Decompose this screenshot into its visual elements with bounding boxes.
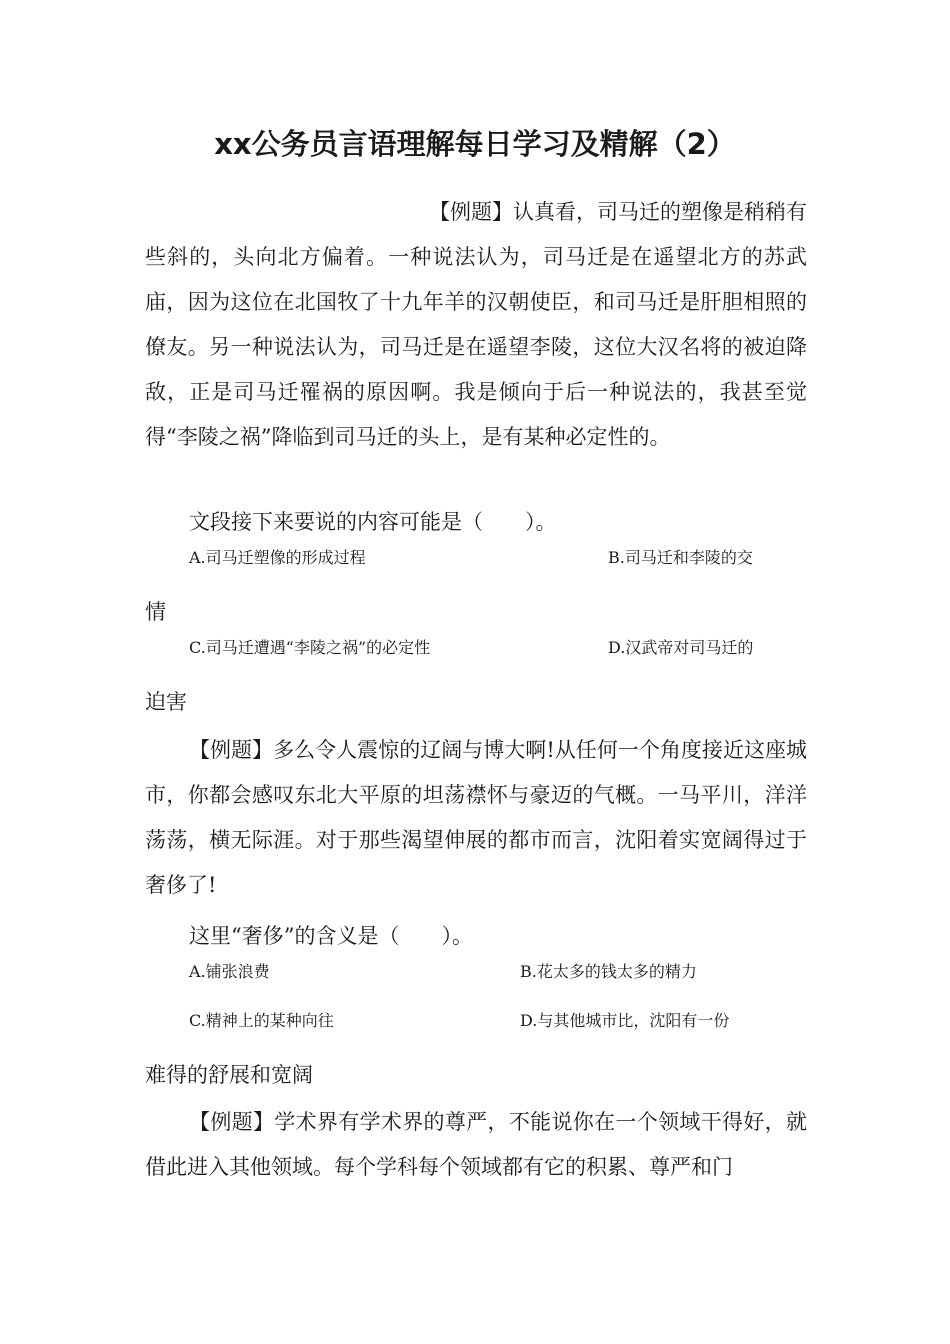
example-1-first-line: 【例题】认真看，司马迁的塑像是稍稍有: [429, 200, 807, 224]
example-1-option-a: A.司马迁塑像的形成过程: [189, 548, 366, 567]
example-3-paragraph: 【例题】学术界有学术界的尊严，不能说你在一个领域干得好，就借此进入其他领域。每个学科每个领域都有它的积累、尊严和门: [145, 1110, 807, 1179]
example-2-option-b: B.花太多的钱太多的精力: [520, 962, 697, 981]
example-2-paragraph: 【例题】多么令人震惊的辽阔与博大啊!从任何一个角度接近这座城市，你都会感叹东北大平原的坦荡襟怀与豪迈的气概。一马平川，洋洋荡荡，横无际涯。对于那些渴望伸展的都市而言，沈阳着实宽阔得过于奢侈了!: [145, 738, 807, 897]
example-2-option-a: A.铺张浪费: [189, 962, 270, 981]
example-2-question-block: [145, 914, 807, 1098]
example-2-options-row-2: [145, 1008, 807, 1053]
example-2: [145, 728, 807, 908]
example-1-option-d: D.汉武帝对司马迁的: [608, 638, 754, 657]
example-1-option-b-continued: 情: [145, 600, 166, 624]
example-2-options-row-1: [145, 959, 807, 1004]
example-1-options-row-1: [145, 545, 807, 590]
example-1-paragraph: 些斜的，头向北方偏着。一种说法认为，司马迁是在遥望北方的苏武庙，因为这位在北国牧了十九年羊的汉朝使臣，和司马迁是肝胆相照的僚友。另一种说法认为，司马迁是在遥望李陵，这位大汉名将的被迫降敌，正是司马迁罹祸的原因啊。我是倾向于后一种说法的，我甚至觉得“李陵之祸”降临到司马迁的头上，是有某种必定性的。: [145, 245, 807, 449]
example-1: [145, 190, 807, 460]
example-1-option-d-continued: 迫害: [145, 690, 187, 714]
example-1-question-block: [145, 500, 807, 725]
example-2-question: 这里“奢侈”的含义是（ ）。: [189, 924, 473, 948]
example-3: [145, 1100, 807, 1190]
example-1-option-c: C.司马迁遭遇“李陵之祸”的必定性: [189, 638, 431, 657]
example-2-option-d-continued: 难得的舒展和宽阔: [145, 1063, 313, 1087]
example-1-question: 文段接下来要说的内容可能是（ ）。: [189, 510, 557, 534]
example-1-options-row-2: [145, 635, 807, 680]
document-title: xx公务员言语理解每日学习及精解（2）: [214, 127, 736, 161]
example-2-option-c: C.精神上的某种向往: [189, 1011, 334, 1030]
example-2-option-d: D.与其他城市比，沈阳有一份: [520, 1011, 730, 1030]
example-1-option-b: B.司马迁和李陵的交: [608, 548, 753, 567]
